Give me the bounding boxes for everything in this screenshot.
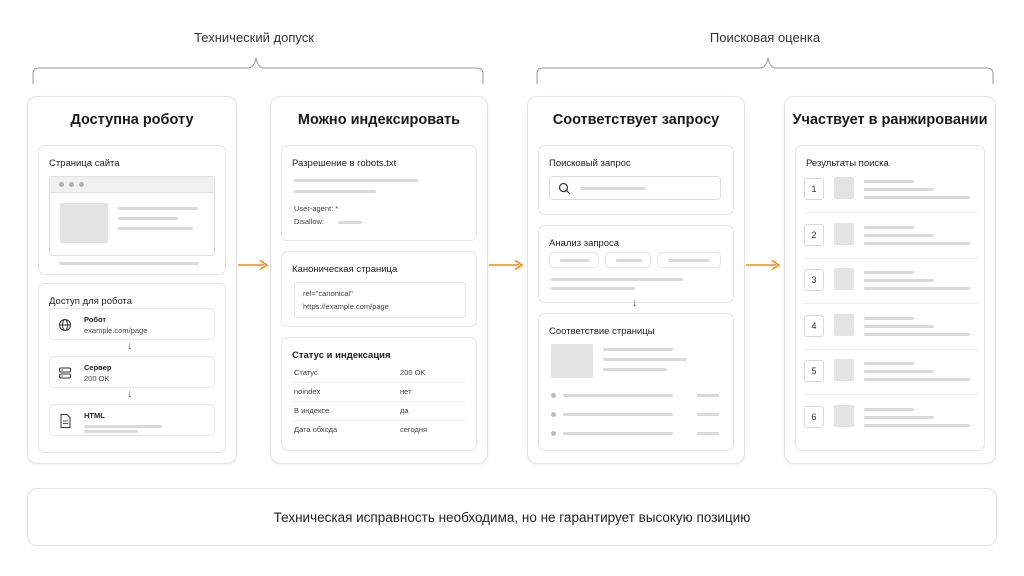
column-ranking (784, 96, 996, 464)
result-text-bar (864, 317, 914, 320)
brace-search (536, 54, 994, 86)
status-value: 200 OK (400, 368, 426, 377)
card-title: Статус и индексация (292, 350, 391, 361)
column-title: Можно индексировать (297, 112, 461, 128)
row-divider (804, 212, 978, 213)
query-token (549, 252, 599, 268)
column-matches-query (527, 96, 745, 464)
result-thumbnail (834, 177, 854, 199)
result-text-bar (864, 378, 970, 381)
match-score-bar (697, 394, 719, 397)
result-text-bar (864, 271, 914, 274)
row-divider (292, 382, 466, 383)
search-result-row (796, 309, 984, 347)
globe-icon (58, 318, 72, 332)
brace-technical (32, 54, 484, 86)
result-text-bar (864, 226, 914, 229)
card-title: Разрешение в robots.txt (292, 158, 397, 169)
search-icon (558, 182, 571, 195)
rank-number: 3 (804, 269, 824, 291)
down-arrow: ↓ (127, 388, 133, 400)
row-divider (292, 420, 466, 421)
robot-value: example.com/page (84, 326, 148, 335)
match-score-bar (697, 432, 719, 435)
server-label: Сервер (84, 363, 112, 372)
match-bullet (551, 412, 556, 417)
column-title: Участвует в ранжировании (792, 112, 988, 128)
query-analysis-card (538, 225, 734, 303)
search-result-row (796, 263, 984, 301)
result-thumbnail (834, 405, 854, 427)
document-icon (58, 413, 72, 429)
server-value: 200 OK (84, 374, 110, 383)
rank-number: 5 (804, 360, 824, 382)
footer-note: Техническая исправность необходима, но не гарантирует высокую позицию (27, 488, 997, 546)
card-title: Анализ запроса (549, 238, 620, 249)
search-result-row (796, 354, 984, 392)
result-text-bar (864, 333, 970, 336)
canonical-card (281, 251, 477, 327)
result-thumbnail (834, 314, 854, 336)
column-title: Соответствует запросу (552, 112, 720, 128)
search-result-row (796, 172, 984, 210)
result-thumbnail (834, 268, 854, 290)
status-value: нет (400, 387, 412, 396)
result-text-bar (864, 424, 970, 427)
match-score-bar (697, 413, 719, 416)
robot-row (49, 308, 215, 340)
column-available-to-robot (27, 96, 237, 464)
result-text-bar (864, 370, 934, 373)
result-text-bar (864, 242, 970, 245)
flow-arrow (489, 258, 525, 272)
search-input (549, 176, 721, 200)
rank-number: 1 (804, 178, 824, 200)
canonical-line-1: rel="canonical" (303, 289, 353, 298)
match-bar (563, 394, 673, 397)
browser-window (49, 176, 215, 256)
robot-label: Робот (84, 315, 107, 324)
row-divider (804, 303, 978, 304)
result-text-bar (864, 416, 934, 419)
canonical-line-2: https://example.com/page (303, 302, 389, 311)
result-text-bar (864, 234, 934, 237)
flow-arrow (238, 258, 270, 272)
result-text-bar (864, 362, 914, 365)
down-arrow: ↓ (632, 297, 638, 309)
rank-number: 2 (804, 224, 824, 246)
status-value: сегодня (400, 425, 428, 434)
match-bar (563, 413, 673, 416)
flow-arrow (746, 258, 782, 272)
result-text-bar (864, 196, 970, 199)
search-result-row (796, 218, 984, 256)
result-text-bar (864, 325, 934, 328)
rank-number: 4 (804, 315, 824, 337)
result-text-bar (864, 287, 970, 290)
card-title: Каноническая страница (292, 264, 398, 275)
card-title: Страница сайта (49, 158, 120, 169)
card-title: Доступ для робота (49, 296, 133, 307)
group-title-technical: Технический допуск (194, 30, 314, 45)
query-token (657, 252, 721, 268)
status-key: Дата обхода (294, 425, 338, 434)
rank-number: 6 (804, 406, 824, 428)
result-thumbnail (834, 223, 854, 245)
status-key: В индексе (294, 406, 330, 415)
browser-bar (50, 177, 214, 193)
status-value: да (400, 406, 409, 415)
row-divider (804, 349, 978, 350)
status-key: noindex (294, 387, 321, 396)
site-page-card (38, 145, 226, 275)
search-result-row (796, 400, 984, 438)
robots-txt-card (281, 145, 477, 241)
page-match-card (538, 313, 734, 451)
match-bullet (551, 431, 556, 436)
disallow-line: Disallow: (294, 217, 325, 226)
search-results-card (795, 145, 985, 451)
status-key: Статус (294, 368, 318, 377)
status-card (281, 337, 477, 451)
result-thumbnail (834, 359, 854, 381)
result-text-bar (864, 180, 914, 183)
down-arrow: ↓ (127, 340, 133, 352)
result-text-bar (864, 279, 934, 282)
group-title-search: Поисковая оценка (709, 30, 821, 45)
row-divider (292, 401, 466, 402)
robot-access-card (38, 283, 226, 453)
image-placeholder (60, 203, 108, 243)
server-icon (58, 366, 72, 380)
page-thumbnail (551, 344, 593, 378)
card-title: Поисковый запрос (549, 158, 631, 169)
search-query-card (538, 145, 734, 215)
user-agent-line: User-agent: * (294, 204, 339, 213)
result-text-bar (864, 188, 934, 191)
row-divider (804, 258, 978, 259)
column-can-index (270, 96, 488, 464)
html-row (49, 404, 215, 436)
card-title: Соответствие страницы (549, 326, 655, 337)
query-token (605, 252, 651, 268)
match-bullet (551, 393, 556, 398)
html-label: HTML (84, 411, 105, 420)
card-title: Результаты поиска (806, 158, 889, 169)
column-title: Доступна роботу (70, 112, 194, 128)
server-row (49, 356, 215, 388)
row-divider (804, 394, 978, 395)
result-text-bar (864, 408, 914, 411)
match-bar (563, 432, 673, 435)
canonical-code-box (294, 282, 466, 318)
